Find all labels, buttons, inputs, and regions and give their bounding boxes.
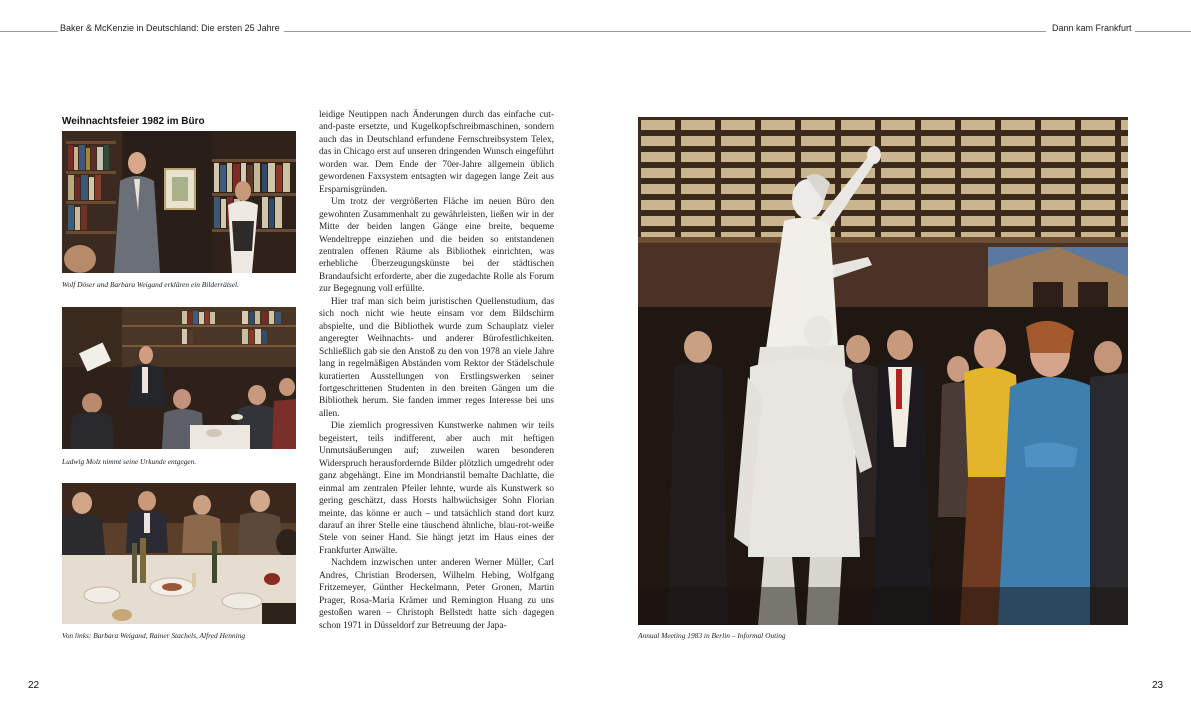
running-header-right: Dann kam Frankfurt [1049, 23, 1135, 33]
section-title: Weihnachtsfeier 1982 im Büro [62, 116, 205, 127]
photo-library-puzzle [62, 131, 296, 273]
photo-caption-1: Wolf Döser und Barbara Weigand erklären ein Bilderrätsel. [62, 280, 239, 289]
running-header-left: Baker & McKenzie in Deutschland: Die ersten 25 Jahre [58, 23, 284, 33]
photo-christmas-table [62, 483, 296, 624]
page-number-right: 23 [1152, 680, 1164, 691]
body-paragraph: Nachdem inzwischen unter anderen Werner Müller, Carl Andres, Christian Brodersen, Wilhelm Hebing, Wolfgang Fritzemeyer, Günther Heckelmann, Peter Gronen, Martin Prager, Rosa-Maria Krämer und Remington Huang zu uns gestoßen waren – Christoph Bellstedt hatte sich dagegen schon 1971 in Düsseldorf zur Betreuung der Japa- [319, 558, 554, 631]
photo-caption-right: Annual Meeting 1983 in Berlin – Informal Outing [638, 631, 786, 640]
photo-annual-meeting [638, 117, 1128, 625]
body-paragraph: Um trotz der vergrößerten Fläche im neuen Büro den gewohnten Zusammenhalt zu gewährleisten, ließen wir in der Mitte der beiden langen Gänge eine breite, bequeme Wendeltreppe einziehen und die beiden so entstandenen zentralen offenen Räume als Bibliothek einrichten, was erhebliche Überzeugungskünste bei der städtischen Brandaufsicht erforderte, aber die zugedachte Rolle als Forum zur Begegnung voll erfüllte. [319, 197, 554, 295]
body-text-column [319, 109, 554, 632]
body-paragraph: leidige Neutippen nach Änderungen durch das einfache cut-and-paste ersetzte, und Kugelkopfschreibmaschinen, sondern auch das in Deutschland erfundene Fernschreibsystem Telex, das in Chicago erst auf unseren dringenden Wunsch eingeführt worden war. Dem Ende der 70er-Jahre allgemein üblich gewordenen Faxsystem entsagten wir dagegen lange Zeit aus Ersparnisgründen. [319, 110, 554, 195]
photo-caption-2: Ludwig Molz nimmt seine Urkunde entgegen. [62, 457, 197, 466]
photo-certificate [62, 307, 296, 449]
body-paragraph: Die ziemlich progressiven Kunstwerke nahmen wir teils begeistert, teils indifferent, aber auch mit heftigen Unmutsäußerungen auf; zuweilen waren besonderen Widerspruch herausfordernde Bilder plötzlich umgedreht oder ganz abgehängt. Eine im Mondrianstil bemalte Dachlatte, die einmal am zentralen Pfeiler lehnte, wurde als Kunstwerk so gering geschätzt, dass Horsts halbwüchsiger Sohn Florian meinte, das könne er auch – und tatsächlich stand dort kurz darauf an ihrer Stelle eine täuschend ähnliche, blau-rot-weiße Stele von seiner Hand. Sie hängt jetzt im Haus eines der Frankfurter Anwälte. [319, 421, 554, 556]
page-number-left: 22 [28, 680, 40, 691]
body-paragraph: Hier traf man sich beim juristischen Quellenstudium, das sich noch nicht wie heute einsam vor dem Bildschirm abspielte, und die Bibliothek wurde zum Schauplatz vieler angeregter Weihnachts- und anderer Bürofestlichkeiten. Schließlich gab sie den Anstoß zu den von 1978 an viele Jahre lang in regelmäßigen Abständen vom Rektor der Städelschule kuratierten Ausstellungen von Erstlingswerken seiner fortgeschrittenen Studenten in den breiten Gängen um die Bibliothek herum. Sie fanden immer reges Interesse bei uns allen. [319, 296, 554, 419]
header-rule-right [1135, 31, 1191, 32]
photo-caption-3: Von links: Barbara Weigand, Rainer Stachels, Alfred Henning [62, 631, 246, 640]
